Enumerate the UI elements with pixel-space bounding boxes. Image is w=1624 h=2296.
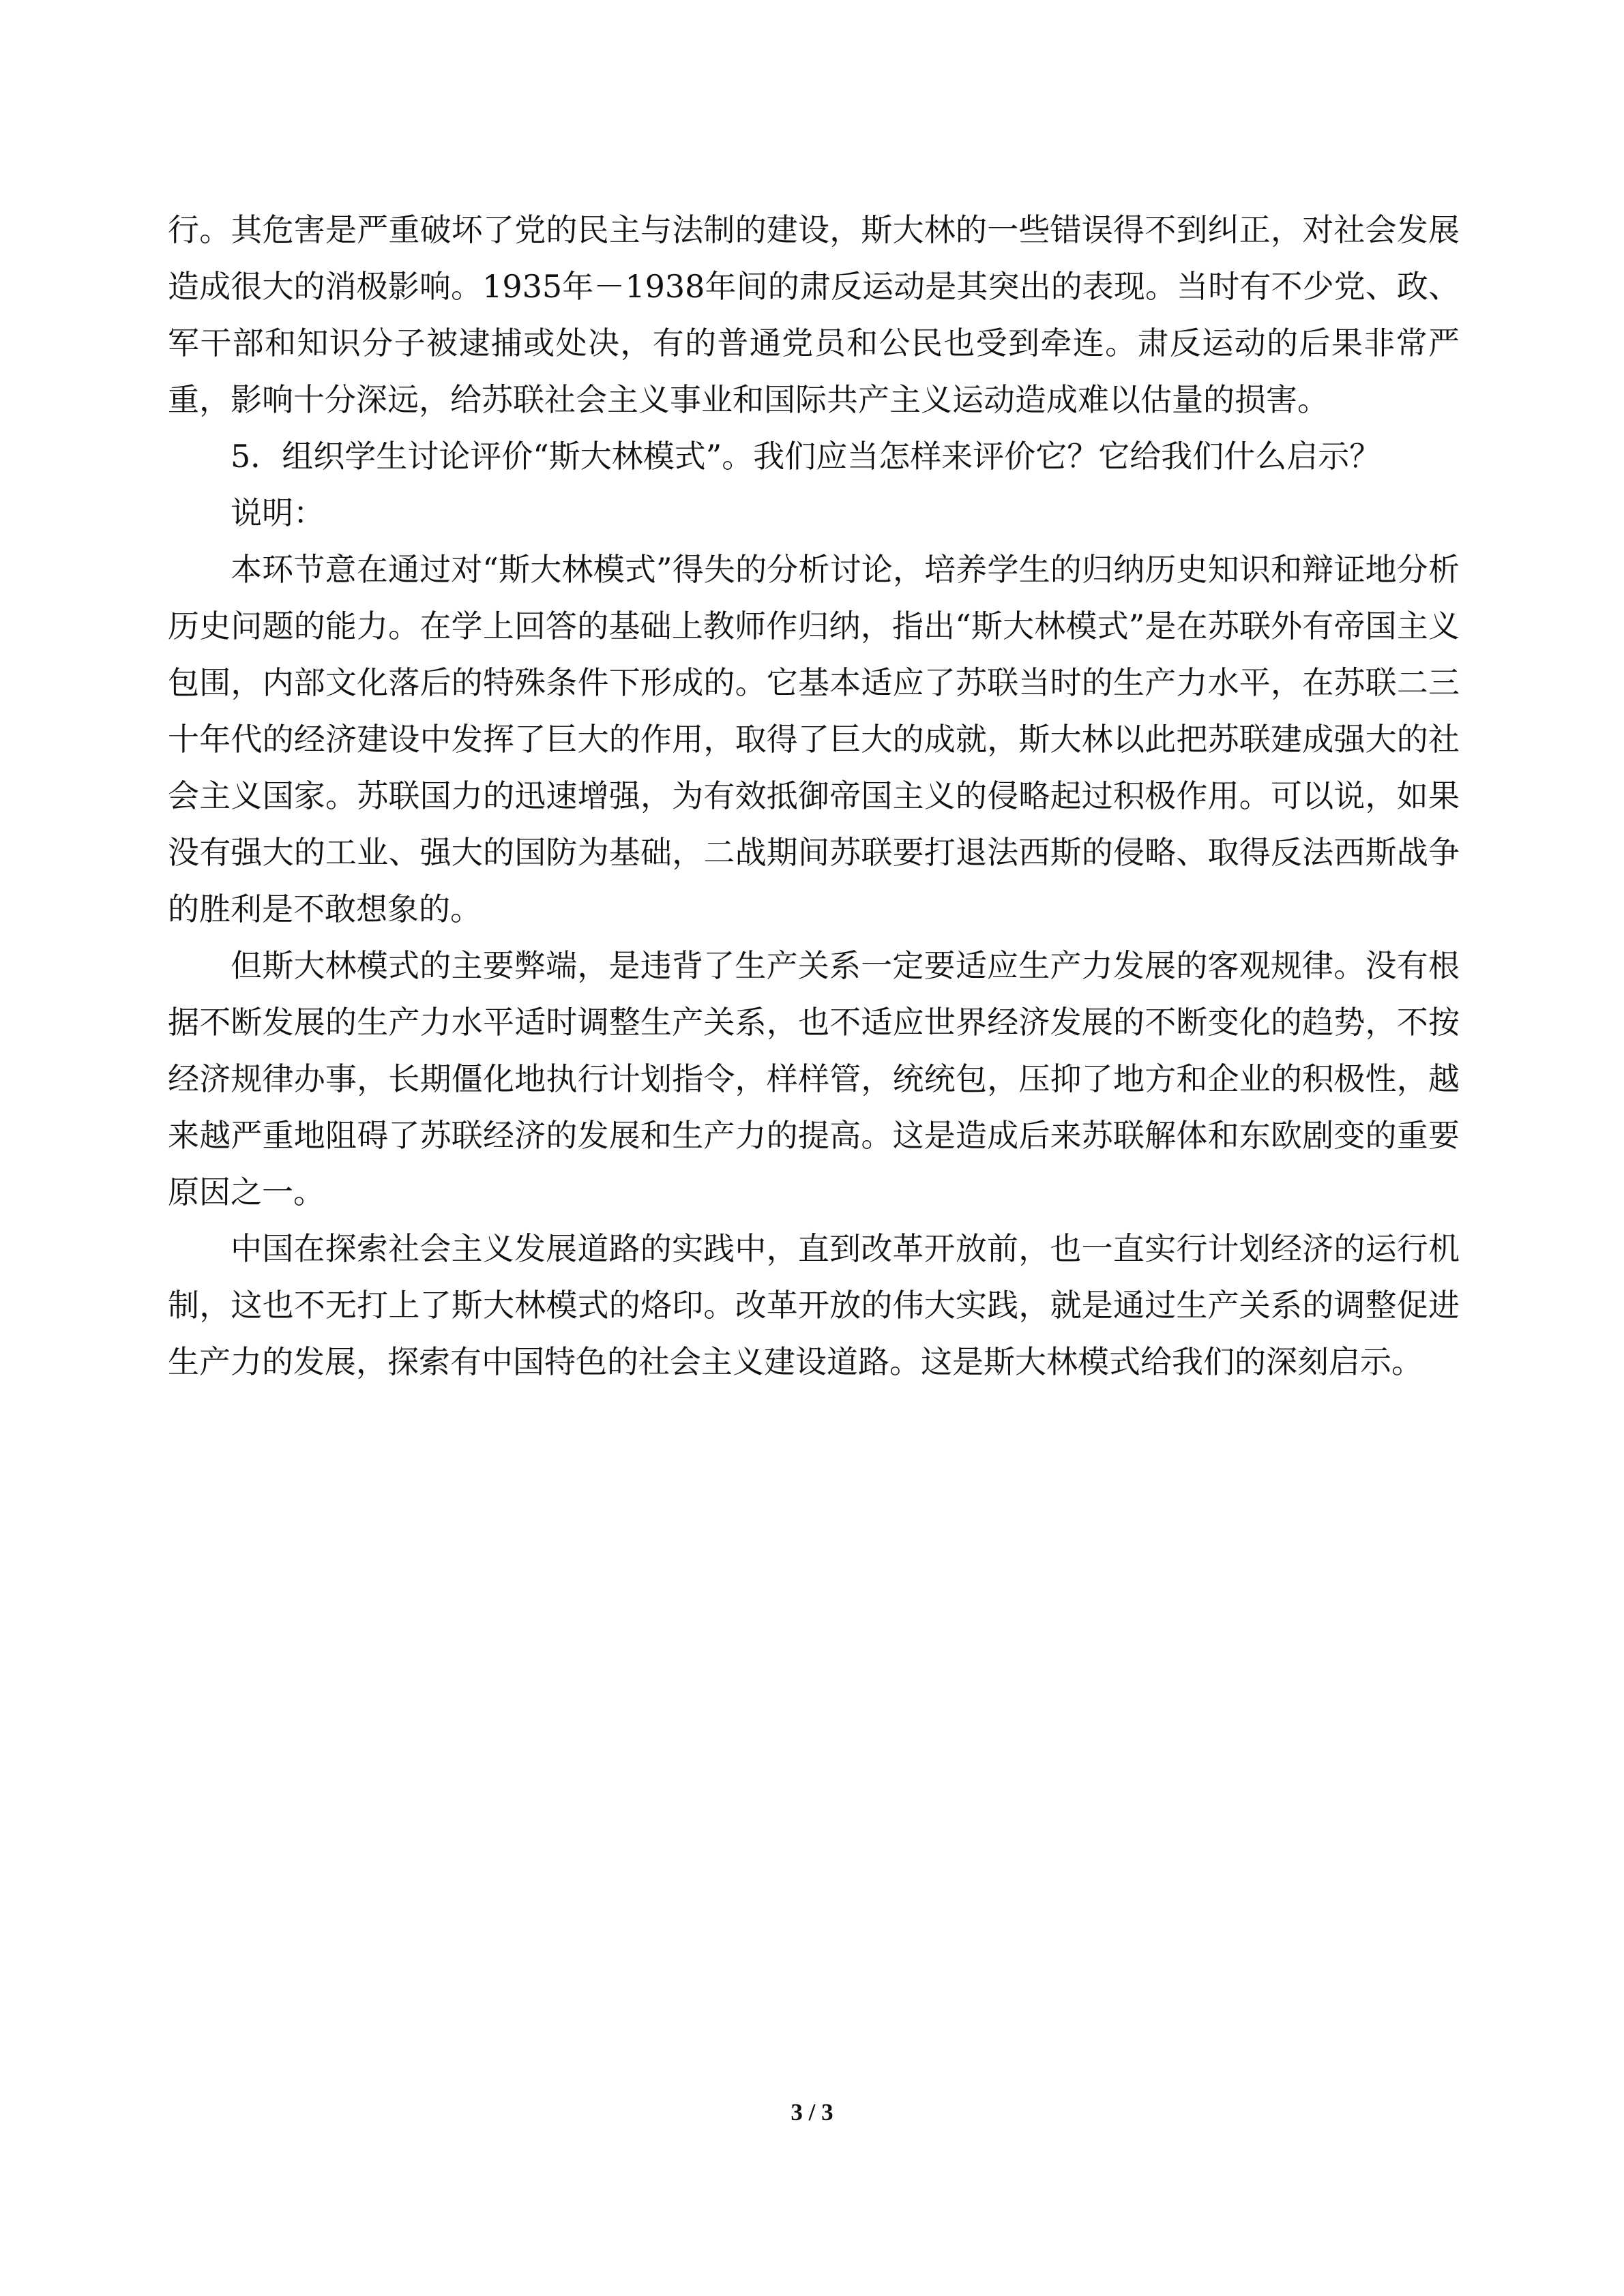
question-item-5: 5．组织学生讨论评价“斯大林模式”。我们应当怎样来评价它？它给我们什么启示？ <box>231 438 1381 475</box>
page-number: 3 / 3 <box>791 2099 833 2126</box>
document-body <box>168 202 1460 1390</box>
paragraph-explanation: 本环节意在通过对“斯大林模式”得失的分析讨论，培养学生的归纳历史知识和辩证地分析历史问题的能力。在学上回答的基础上教师作归纳，指出“斯大林模式”是在苏联外有帝国主义包围，内部文化落后的特殊条件下形成的。它基本适应了苏联当时的生产力水平，在苏联二三十年代的经济建设中发挥了巨大的作用，取得了巨大的成就，斯大林以此把苏联建成强大的社会主义国家。苏联国力的迅速增强，为有效抵御帝国主义的侵略起过积极作用。可以说，如果没有强大的工业、强大的国防为基础，二战期间苏联要打退法西斯的侵略、取得反法西斯战争的胜利是不敢想象的。 <box>168 551 1460 927</box>
explanation-label: 说明： <box>231 494 325 531</box>
paragraph-continuation: 行。其危害是严重破坏了党的民主与法制的建设，斯大林的一些错误得不到纠正，对社会发展造成很大的消极影响。1935年－1938年间的肃反运动是其突出的表现。当时有不少党、政、军干部和知识分子被逮捕或处决，有的普通党员和公民也受到牵连。肃反运动的后果非常严重，影响十分深远，给苏联社会主义事业和国际共产主义运动造成难以估量的损害。 <box>168 211 1460 418</box>
paragraph-china-lesson: 中国在探索社会主义发展道路的实践中，直到改革开放前，也一直实行计划经济的运行机制，这也不无打上了斯大林模式的烙印。改革开放的伟大实践，就是通过生产关系的调整促进生产力的发展，探索有中国特色的社会主义建设道路。这是斯大林模式给我们的深刻启示。 <box>168 1230 1460 1380</box>
paragraph-drawbacks: 但斯大林模式的主要弊端，是违背了生产关系一定要适应生产力发展的客观规律。没有根据不断发展的生产力水平适时调整生产关系，也不适应世界经济发展的不断变化的趋势，不按经济规律办事，长期僵化地执行计划指令，样样管，统统包，压抑了地方和企业的积极性，越来越严重地阻碍了苏联经济的发展和生产力的提高。这是造成后来苏联解体和东欧剧变的重要原因之一。 <box>168 947 1460 1210</box>
